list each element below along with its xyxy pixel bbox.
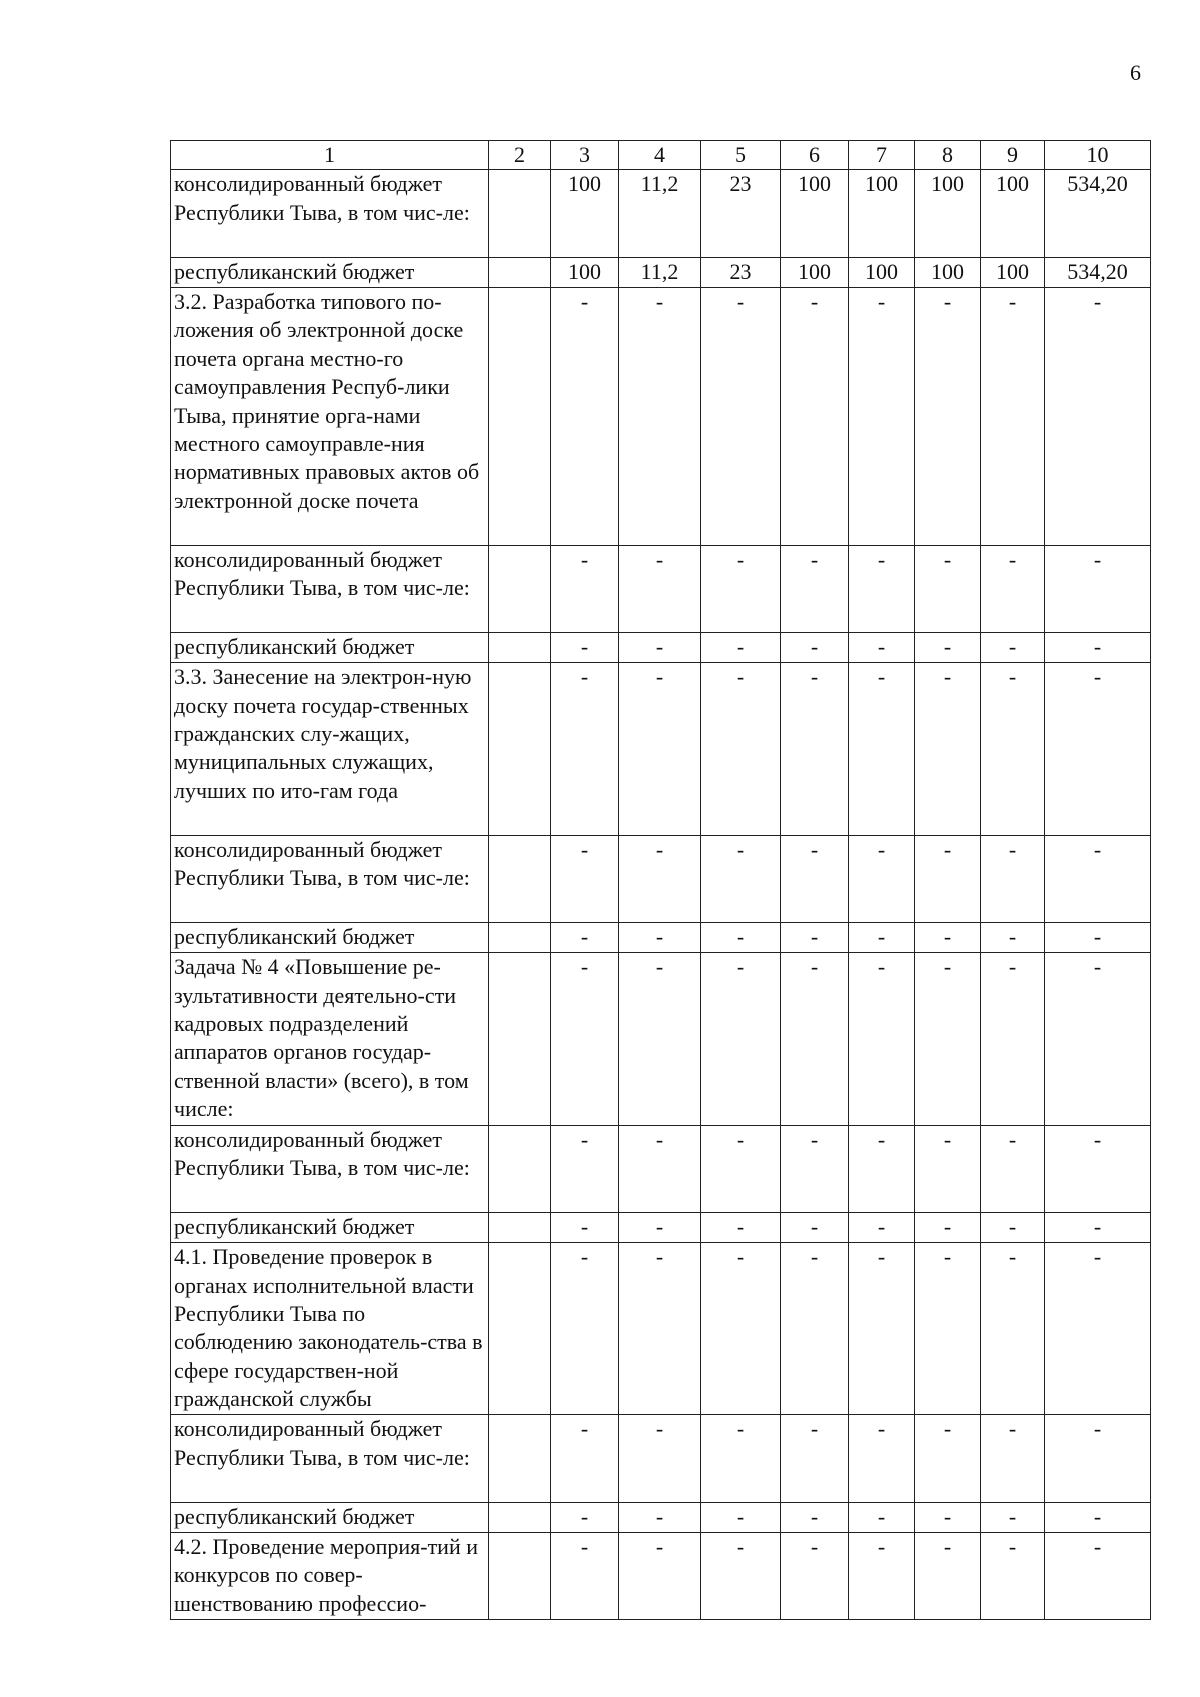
table-row	[171, 545, 1151, 632]
header-cell: 6	[781, 141, 849, 170]
value-cell	[489, 922, 551, 952]
value-cell: -	[981, 545, 1045, 632]
value-cell: -	[701, 545, 781, 632]
value-cell: -	[551, 835, 619, 922]
value-cell: -	[701, 1502, 781, 1532]
value-cell: -	[1045, 1243, 1151, 1415]
header-cell: 2	[489, 141, 551, 170]
value-cell: -	[849, 663, 915, 835]
value-cell: -	[849, 1415, 915, 1502]
value-cell: -	[781, 953, 849, 1125]
value-cell: -	[619, 632, 701, 662]
value-cell: -	[849, 1212, 915, 1242]
value-cell: -	[981, 1502, 1045, 1532]
value-cell: -	[781, 1125, 849, 1212]
value-cell: -	[781, 922, 849, 952]
row-label: республиканский бюджет	[171, 1502, 489, 1532]
value-cell: -	[1045, 545, 1151, 632]
value-cell: -	[781, 287, 849, 545]
value-cell	[489, 287, 551, 545]
value-cell	[489, 1502, 551, 1532]
value-cell: -	[701, 1415, 781, 1502]
value-cell: -	[551, 1533, 619, 1620]
value-cell: -	[781, 835, 849, 922]
value-cell: -	[915, 1502, 981, 1532]
value-cell: -	[619, 1243, 701, 1415]
row-label: консолидированный бюджет Республики Тыва, в том чис-ле:	[171, 835, 489, 922]
value-cell	[489, 1415, 551, 1502]
value-cell: 100	[915, 170, 981, 257]
value-cell: -	[551, 632, 619, 662]
table-row	[171, 170, 1151, 257]
table-body	[171, 170, 1151, 1620]
value-cell: -	[1045, 835, 1151, 922]
value-cell: -	[1045, 1502, 1151, 1532]
table-row	[171, 1415, 1151, 1502]
value-cell: -	[701, 1212, 781, 1242]
value-cell: -	[551, 663, 619, 835]
value-cell: -	[701, 953, 781, 1125]
value-cell: -	[619, 1415, 701, 1502]
value-cell: 100	[781, 257, 849, 287]
value-cell	[489, 545, 551, 632]
value-cell	[489, 835, 551, 922]
value-cell: -	[981, 953, 1045, 1125]
value-cell: -	[915, 1212, 981, 1242]
value-cell: -	[551, 1415, 619, 1502]
table-row	[171, 1533, 1151, 1620]
value-cell: 100	[551, 257, 619, 287]
value-cell: -	[981, 663, 1045, 835]
value-cell: -	[619, 545, 701, 632]
value-cell: 534,20	[1045, 170, 1151, 257]
header-cell: 5	[701, 141, 781, 170]
value-cell: -	[701, 1125, 781, 1212]
row-label: консолидированный бюджет Республики Тыва, в том чис-ле:	[171, 1125, 489, 1212]
value-cell: -	[915, 545, 981, 632]
value-cell: -	[981, 1212, 1045, 1242]
value-cell: 100	[849, 170, 915, 257]
value-cell: -	[619, 287, 701, 545]
header-cell: 4	[619, 141, 701, 170]
value-cell: -	[551, 922, 619, 952]
value-cell: -	[915, 663, 981, 835]
value-cell: -	[849, 632, 915, 662]
value-cell: 11,2	[619, 257, 701, 287]
page-number: 6	[1130, 60, 1141, 85]
value-cell: -	[781, 1533, 849, 1620]
header-cell: 10	[1045, 141, 1151, 170]
table-row	[171, 953, 1151, 1125]
row-label: республиканский бюджет	[171, 632, 489, 662]
row-label: консолидированный бюджет Республики Тыва, в том чис-ле:	[171, 1415, 489, 1502]
value-cell	[489, 663, 551, 835]
value-cell	[489, 1533, 551, 1620]
value-cell: -	[1045, 1125, 1151, 1212]
value-cell: -	[981, 1243, 1045, 1415]
value-cell: -	[849, 287, 915, 545]
value-cell: 23	[701, 257, 781, 287]
value-cell: 534,20	[1045, 257, 1151, 287]
table-row	[171, 1212, 1151, 1242]
value-cell: 100	[781, 170, 849, 257]
value-cell: -	[781, 1415, 849, 1502]
row-label: республиканский бюджет	[171, 922, 489, 952]
value-cell: -	[915, 287, 981, 545]
value-cell: -	[701, 287, 781, 545]
value-cell: -	[981, 1125, 1045, 1212]
value-cell: 100	[915, 257, 981, 287]
table-row	[171, 257, 1151, 287]
value-cell	[489, 632, 551, 662]
value-cell: -	[981, 1533, 1045, 1620]
value-cell: -	[551, 1212, 619, 1242]
value-cell: -	[915, 835, 981, 922]
header-cell: 1	[171, 141, 489, 170]
table-row	[171, 632, 1151, 662]
value-cell: -	[701, 922, 781, 952]
value-cell: -	[1045, 922, 1151, 952]
value-cell: -	[1045, 1415, 1151, 1502]
table-row	[171, 287, 1151, 545]
value-cell: -	[1045, 663, 1151, 835]
value-cell	[489, 257, 551, 287]
value-cell: -	[981, 632, 1045, 662]
value-cell: -	[551, 1243, 619, 1415]
value-cell: -	[551, 1125, 619, 1212]
value-cell: -	[915, 1533, 981, 1620]
value-cell: -	[1045, 632, 1151, 662]
value-cell: -	[701, 1243, 781, 1415]
value-cell: -	[849, 545, 915, 632]
value-cell: 11,2	[619, 170, 701, 257]
table-row	[171, 1125, 1151, 1212]
value-cell: -	[781, 663, 849, 835]
value-cell	[489, 953, 551, 1125]
row-label: 4.1. Проведение проверок в органах исполнительной власти Республики Тыва по соблюдению законодатель-ства в сфере государствен-ной гражданской службы	[171, 1243, 489, 1415]
value-cell	[489, 1212, 551, 1242]
value-cell: -	[849, 835, 915, 922]
row-label: республиканский бюджет	[171, 257, 489, 287]
value-cell: -	[551, 1502, 619, 1532]
value-cell: -	[1045, 953, 1151, 1125]
value-cell: -	[915, 1415, 981, 1502]
value-cell: -	[915, 1125, 981, 1212]
value-cell: 100	[981, 170, 1045, 257]
value-cell: -	[981, 1415, 1045, 1502]
header-cell: 3	[551, 141, 619, 170]
header-cell: 9	[981, 141, 1045, 170]
value-cell: -	[551, 287, 619, 545]
value-cell: -	[781, 1243, 849, 1415]
header-cell: 8	[915, 141, 981, 170]
value-cell: -	[915, 1243, 981, 1415]
value-cell: -	[849, 1533, 915, 1620]
value-cell: -	[915, 922, 981, 952]
table-row	[171, 922, 1151, 952]
value-cell: -	[619, 1125, 701, 1212]
row-label: 4.2. Проведение мероприя-тий и конкурсов по совер-шенствованию профессио-	[171, 1533, 489, 1620]
value-cell: -	[1045, 287, 1151, 545]
value-cell: -	[849, 922, 915, 952]
value-cell: -	[781, 1502, 849, 1532]
row-label: Задача № 4 «Повышение ре-зультативности деятельно-сти кадровых подразделений аппаратов органов государ-ственной власти» (всего), в том числе:	[171, 953, 489, 1125]
value-cell	[489, 170, 551, 257]
table-row	[171, 663, 1151, 835]
value-cell: 100	[551, 170, 619, 257]
value-cell: -	[849, 1243, 915, 1415]
value-cell: -	[701, 632, 781, 662]
value-cell: -	[849, 1502, 915, 1532]
value-cell: -	[551, 545, 619, 632]
value-cell: -	[849, 1125, 915, 1212]
value-cell: -	[981, 922, 1045, 952]
budget-table	[170, 140, 1151, 1620]
value-cell: -	[781, 1212, 849, 1242]
value-cell: -	[551, 953, 619, 1125]
value-cell: -	[1045, 1533, 1151, 1620]
value-cell: -	[781, 632, 849, 662]
value-cell: -	[1045, 1212, 1151, 1242]
value-cell: -	[701, 835, 781, 922]
value-cell: -	[619, 663, 701, 835]
value-cell: 100	[849, 257, 915, 287]
table-row	[171, 835, 1151, 922]
value-cell: -	[781, 545, 849, 632]
value-cell: -	[619, 1533, 701, 1620]
row-label: консолидированный бюджет Республики Тыва, в том чис-ле:	[171, 545, 489, 632]
value-cell: -	[619, 922, 701, 952]
value-cell: -	[701, 663, 781, 835]
value-cell: -	[981, 287, 1045, 545]
value-cell: -	[701, 1533, 781, 1620]
value-cell: -	[981, 835, 1045, 922]
header-row	[171, 141, 1151, 170]
value-cell: -	[915, 632, 981, 662]
value-cell: -	[619, 1502, 701, 1532]
row-label: республиканский бюджет	[171, 1212, 489, 1242]
table-row	[171, 1243, 1151, 1415]
value-cell: 100	[981, 257, 1045, 287]
value-cell: -	[619, 953, 701, 1125]
value-cell: -	[619, 835, 701, 922]
value-cell	[489, 1243, 551, 1415]
value-cell: -	[915, 953, 981, 1125]
row-label: 3.2. Разработка типового по-ложения об электронной доске почета органа местно-го самоуправления Респуб-лики Тыва, принятие орга-нами местного самоуправле-ния нормативных правовых актов об электронной доске почета	[171, 287, 489, 545]
value-cell	[489, 1125, 551, 1212]
row-label: 3.3. Занесение на электрон-ную доску почета государ-ственных гражданских слу-жащих, муниципальных служащих, лучших по ито-гам года	[171, 663, 489, 835]
value-cell: -	[619, 1212, 701, 1242]
value-cell: -	[849, 953, 915, 1125]
header-cell: 7	[849, 141, 915, 170]
table-row	[171, 1502, 1151, 1532]
row-label: консолидированный бюджет Республики Тыва, в том чис-ле:	[171, 170, 489, 257]
value-cell: 23	[701, 170, 781, 257]
